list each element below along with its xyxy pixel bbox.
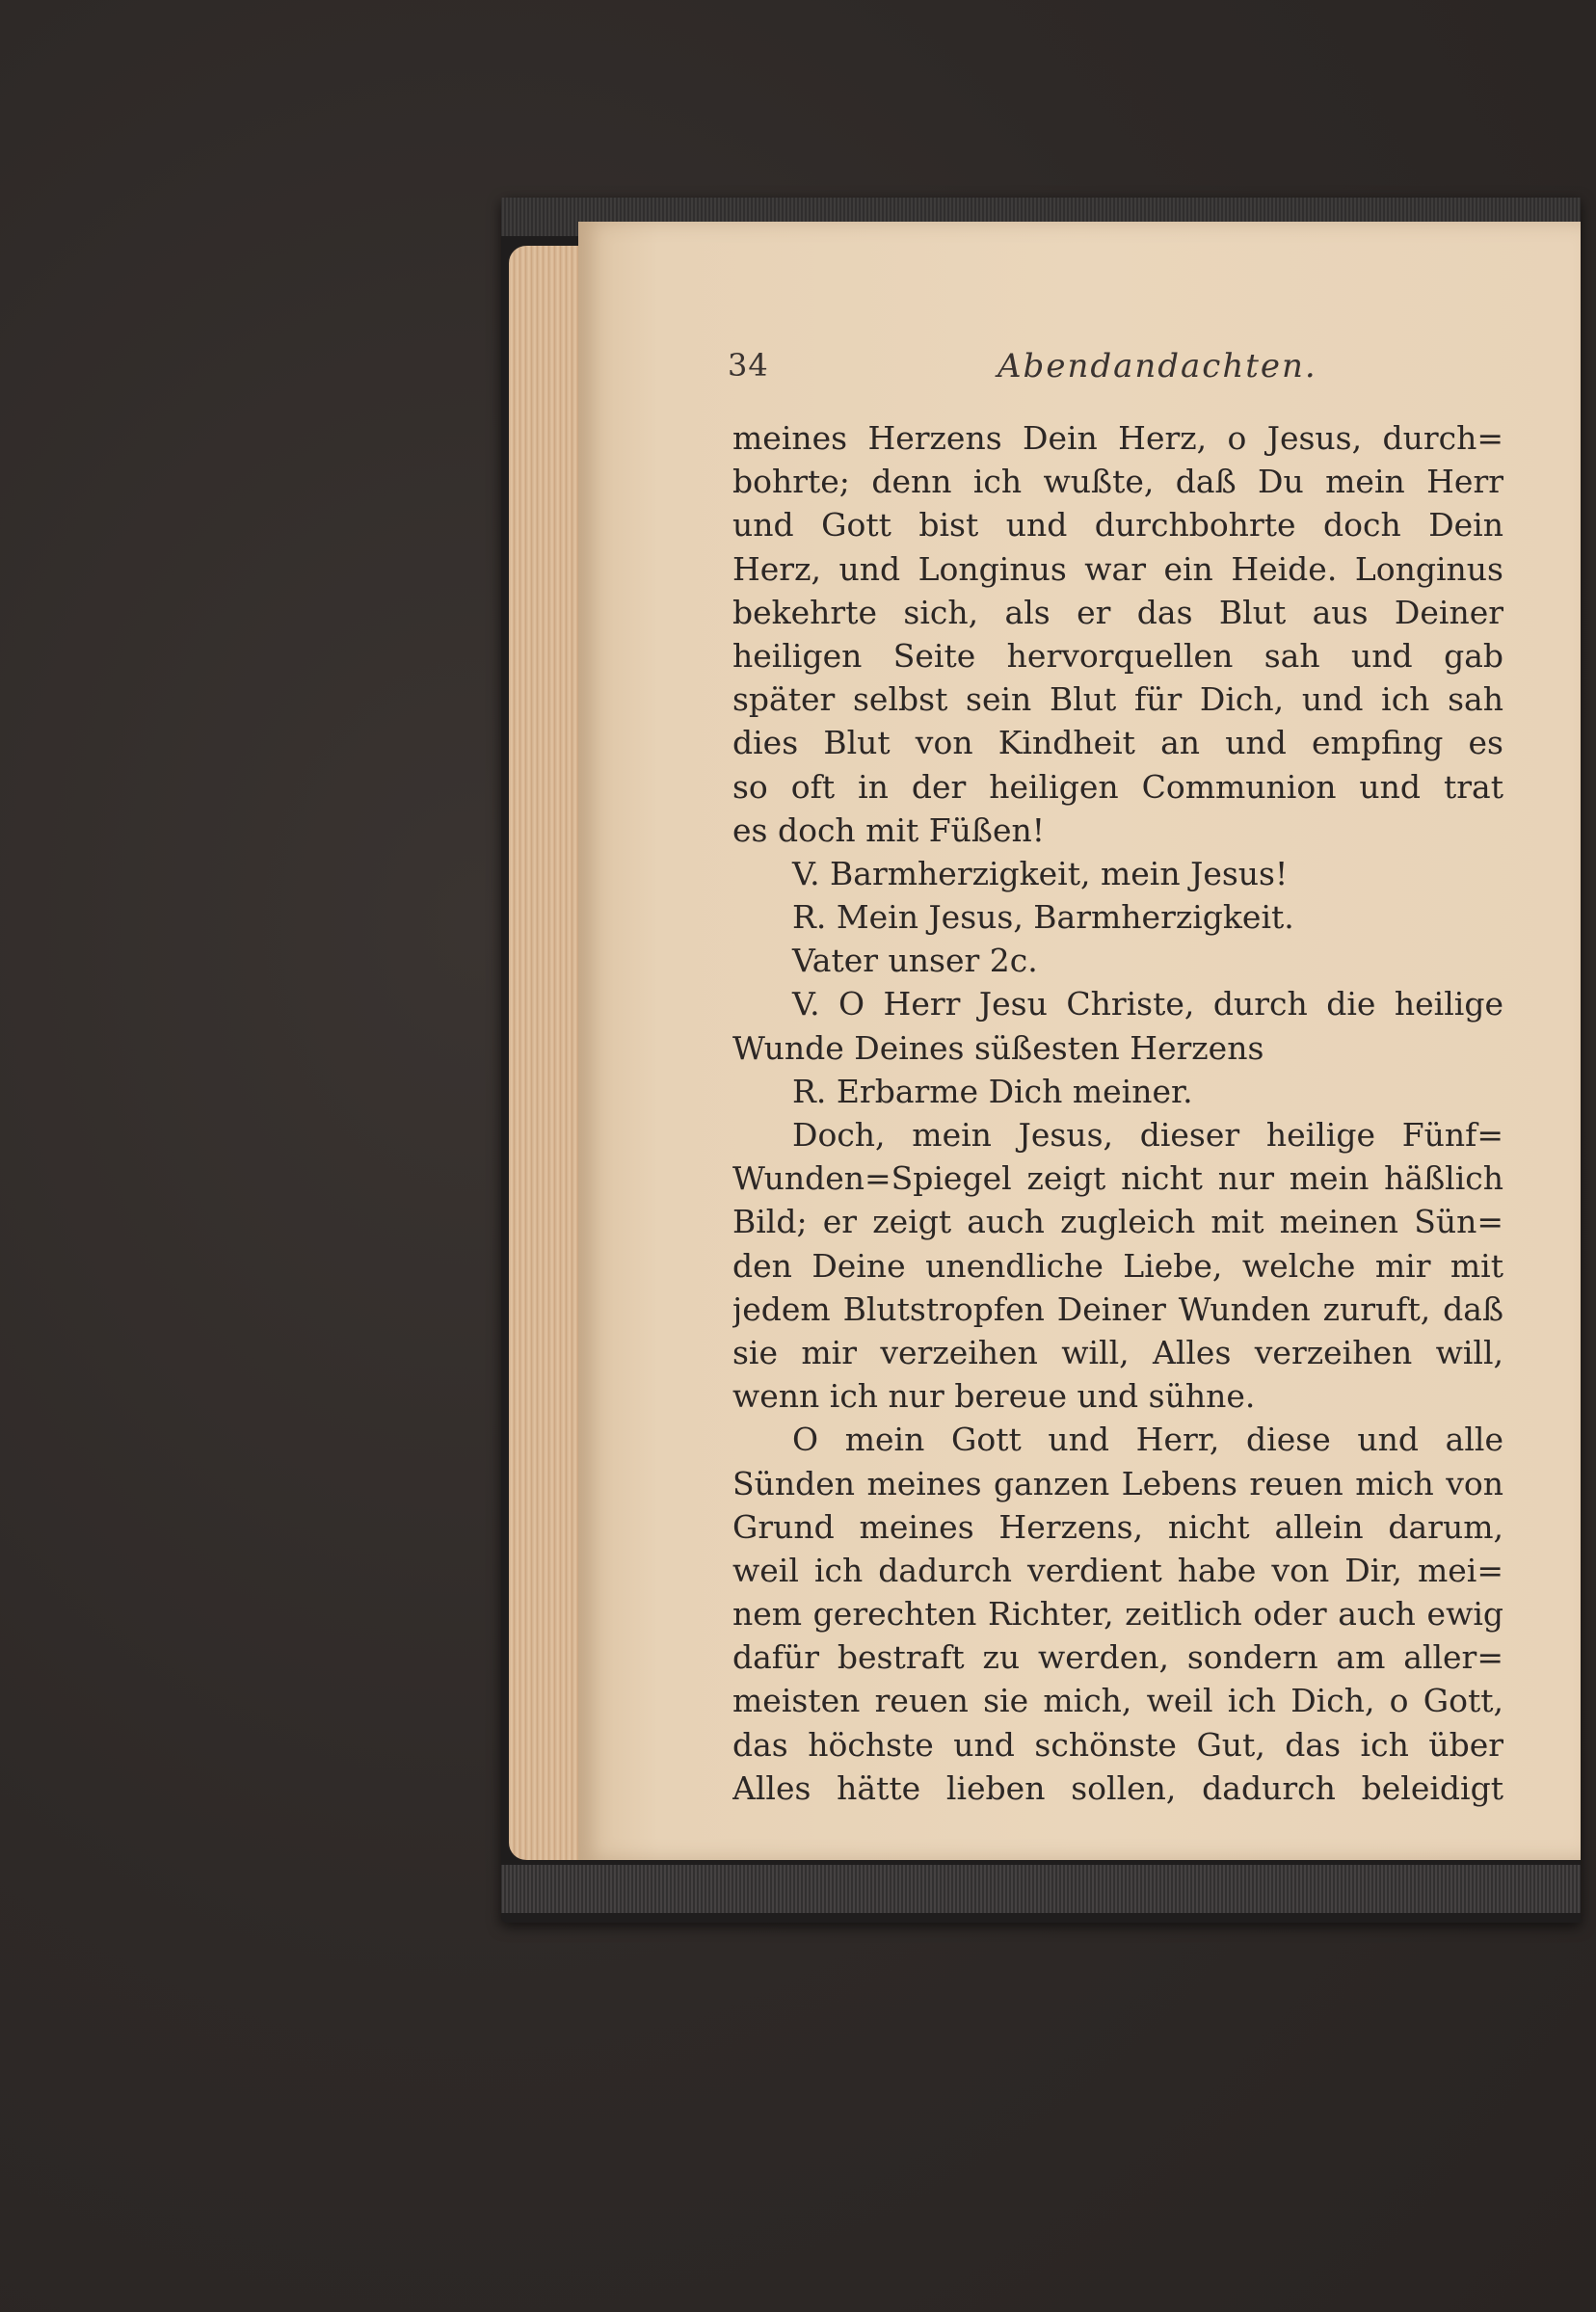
text-line: später selbst sein Blut für Dich, und ich sah — [732, 680, 1503, 719]
running-head: Abendandachten. — [998, 347, 1317, 385]
text-line: Wunde Deines süßesten Herzens — [732, 1028, 1264, 1067]
text-line: Alles hätte lieben sollen, dadurch beleidigt — [732, 1768, 1503, 1807]
text-line: Vater unser 2c. — [792, 942, 1038, 980]
text-line: so oft in der heiligen Communion und trat — [732, 767, 1503, 806]
text-line: weil ich dadurch verdient habe von Dir, mei= — [732, 1551, 1503, 1589]
text-line: das höchste und schönste Gut, das ich über — [732, 1725, 1503, 1764]
text-line: sie mir verzeihen will, Alles verzeihen will, — [732, 1333, 1503, 1371]
text-line: Herz, und Longinus war ein Heide. Longinus — [732, 549, 1503, 588]
page-block-edges — [509, 246, 586, 1860]
page-header — [728, 347, 1503, 395]
text-line: Sünden meines ganzen Lebens reuen mich von — [732, 1464, 1503, 1502]
versicle-line: V. O Herr Jesu Christe, durch die heilige — [792, 985, 1503, 1023]
text-line: wenn ich nur bereue und sühne. — [732, 1377, 1256, 1416]
text-line: Bild; er zeigt auch zugleich mit meinen Sün= — [732, 1203, 1503, 1241]
text-line: jedem Blutstropfen Deiner Wunden zuruft, daß — [732, 1289, 1503, 1328]
text-line: meines Herzens Dein Herz, o Jesus, durch= — [732, 419, 1503, 457]
text-line: bekehrte sich, als er das Blut aus Deiner — [732, 593, 1503, 631]
text-line: meisten reuen sie mich, weil ich Dich, o Gott, — [732, 1682, 1503, 1720]
cover-edge-bottom — [501, 1865, 1581, 1913]
text-line: es doch mit Füßen! — [732, 811, 1046, 849]
text-line: und Gott bist und durchbohrte doch Dein — [732, 506, 1503, 545]
paragraph-start-line: O mein Gott und Herr, diese und alle — [792, 1421, 1503, 1459]
text-line: dies Blut von Kindheit an und empfing es — [732, 724, 1503, 762]
text-line: bohrte; denn ich wußte, daß Du mein Herr — [732, 463, 1503, 501]
response-line: R. Mein Jesus, Barmherzigkeit. — [792, 898, 1294, 937]
text-line: Grund meines Herzens, nicht allein darum, — [732, 1507, 1503, 1546]
page-number: 34 — [728, 347, 769, 384]
text-line: dafür bestraft zu werden, sondern am aller= — [732, 1638, 1503, 1677]
paragraph-start-line: Doch, mein Jesus, dieser heilige Fünf= — [792, 1116, 1503, 1154]
text-line: nem gerechten Richter, zeitlich oder auch ewig — [732, 1595, 1503, 1634]
text-line: heiligen Seite hervorquellen sah und gab — [732, 636, 1503, 675]
text-line: Wunden=Spiegel zeigt nicht nur mein häßlich — [732, 1159, 1503, 1198]
response-line: R. Erbarme Dich meiner. — [792, 1072, 1193, 1110]
text-line: den Deine unendliche Liebe, welche mir mit — [732, 1246, 1503, 1285]
versicle-line: V. Barmherzigkeit, mein Jesus! — [792, 854, 1289, 892]
body-text — [732, 416, 1503, 1810]
